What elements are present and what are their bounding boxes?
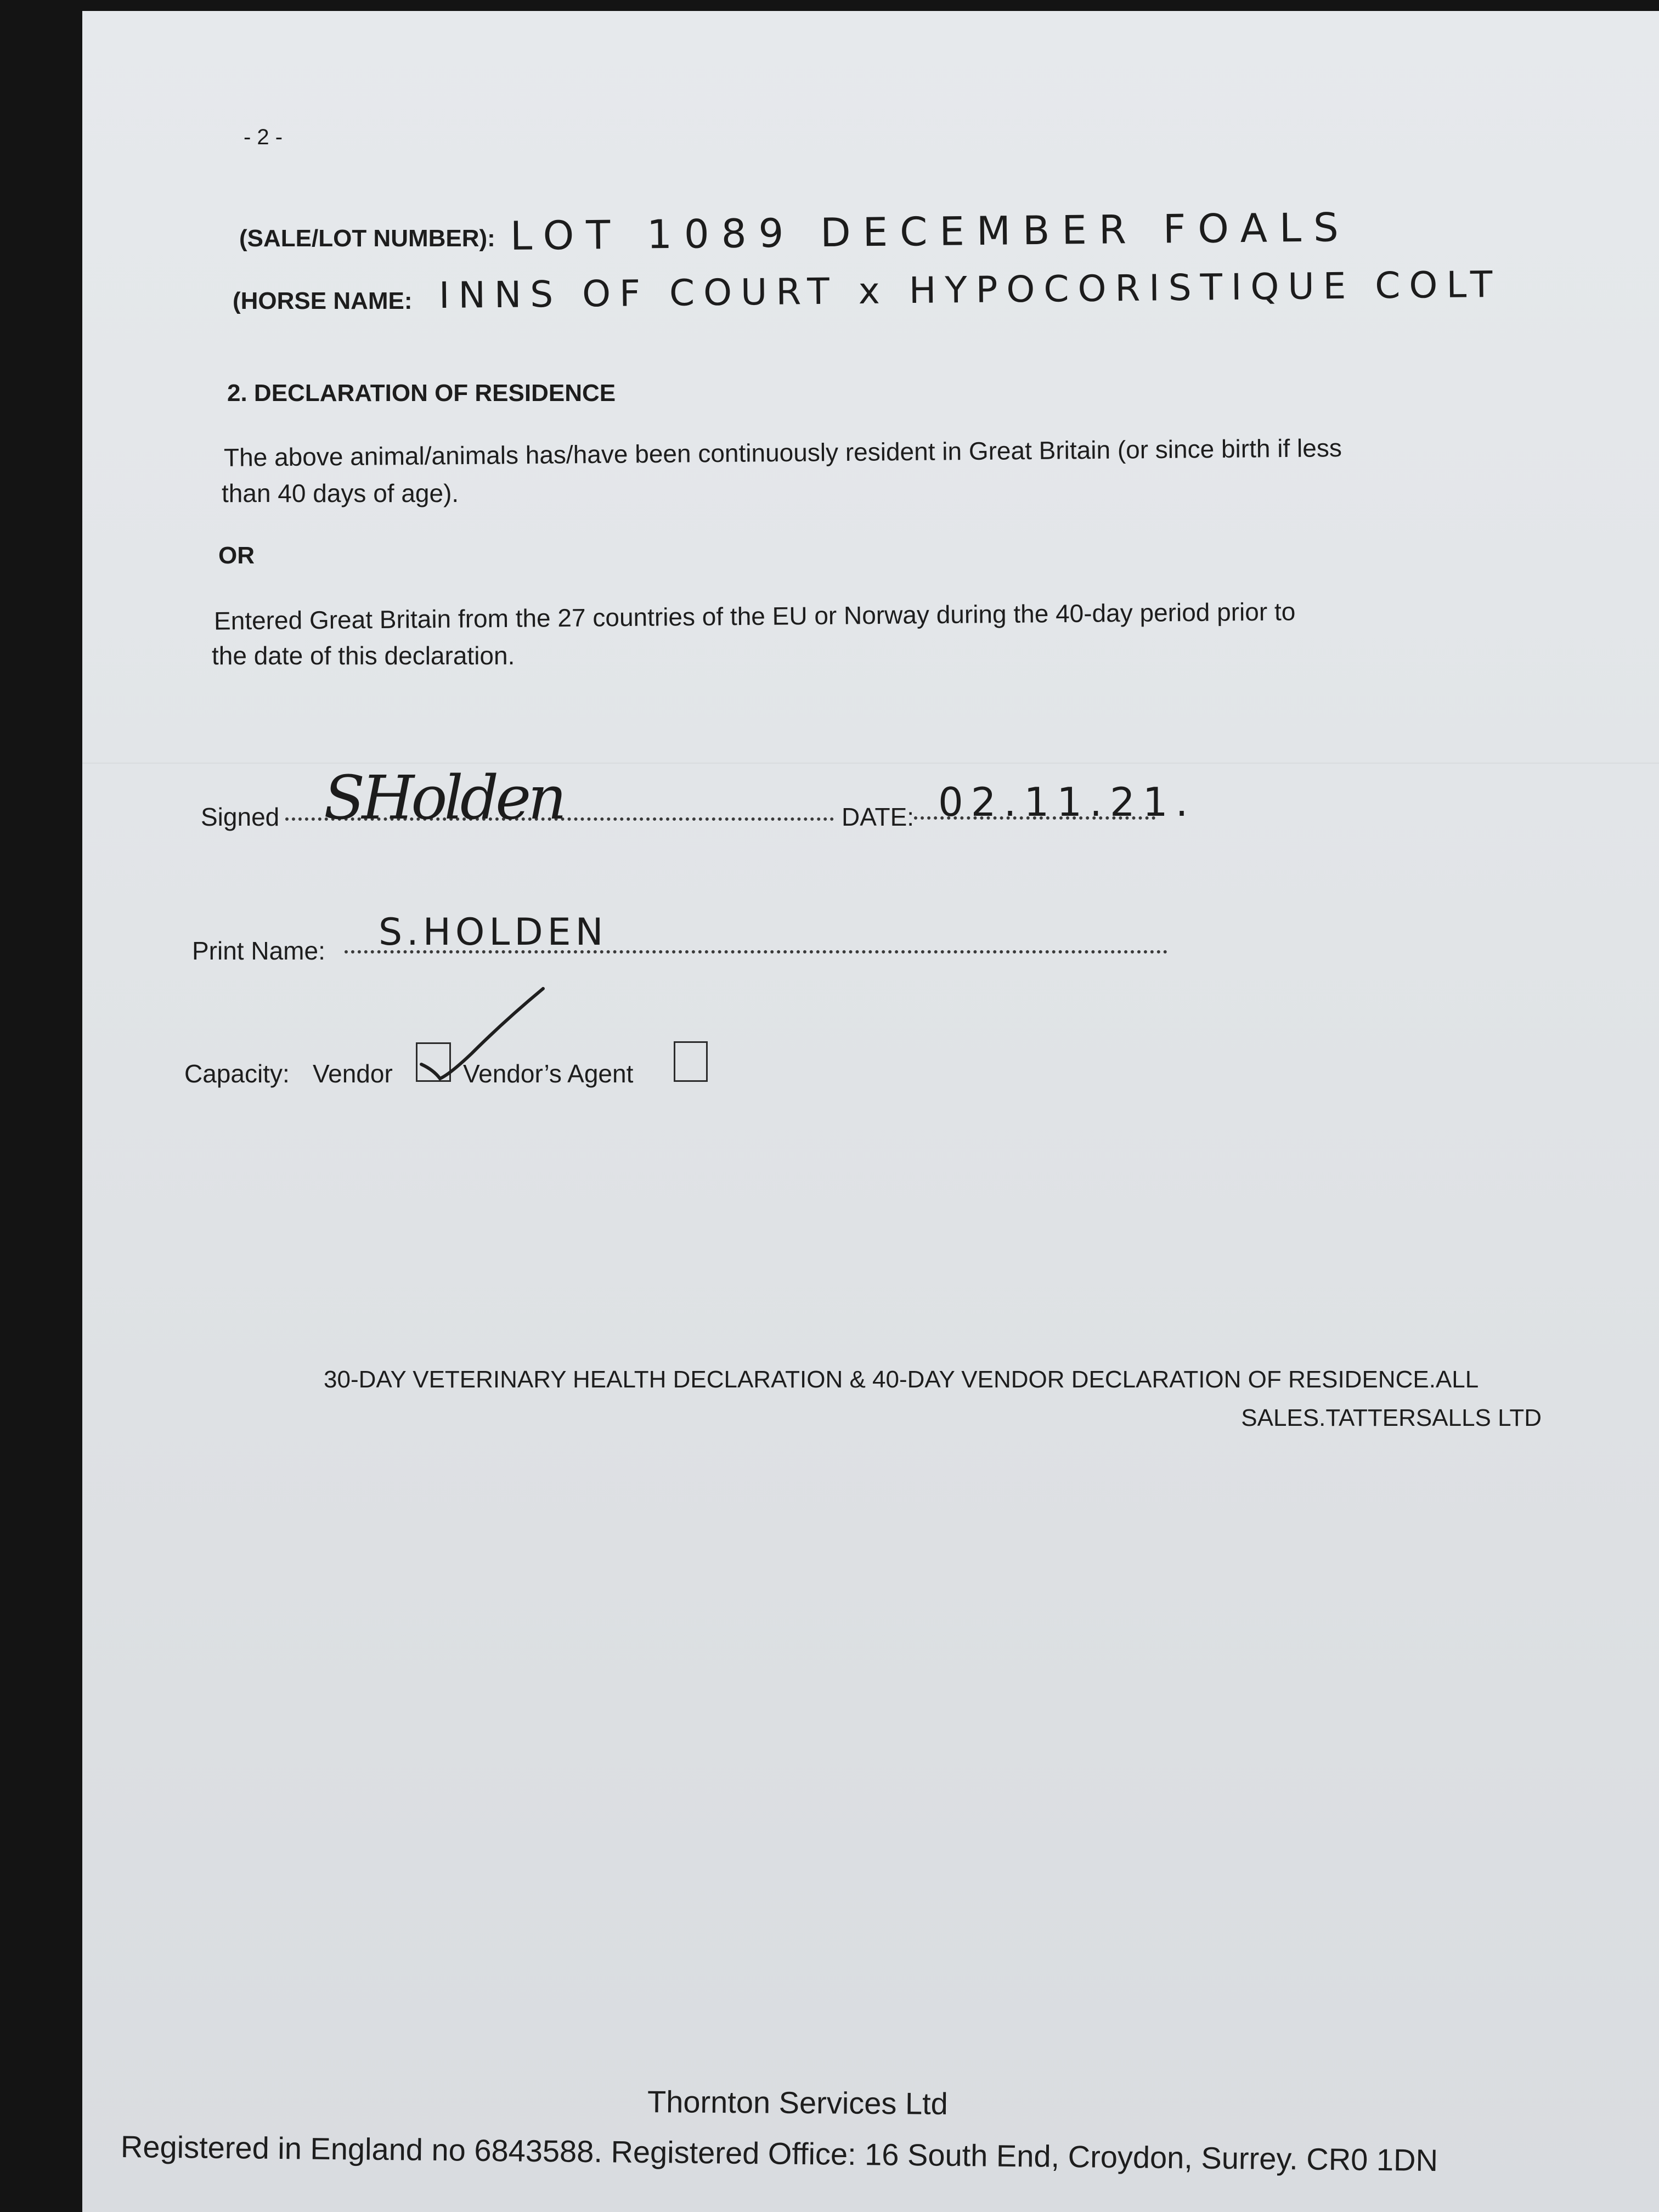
vendor-label: Vendor <box>313 1059 393 1088</box>
document-page <box>82 11 1659 2212</box>
section-heading: 2. DECLARATION OF RESIDENCE <box>227 380 616 407</box>
sale-lot-value: LOT 1089 DECEMBER FOALS <box>510 204 1351 259</box>
vendors-agent-checkbox[interactable] <box>674 1041 708 1082</box>
paragraph-2-line-2: the date of this declaration. <box>212 641 515 670</box>
capacity-label: Capacity: <box>184 1059 290 1088</box>
print-name-value: S.HOLDEN <box>379 911 608 954</box>
sale-lot-label: (SALE/LOT NUMBER): <box>239 225 495 252</box>
vendors-agent-label: Vendor’s Agent <box>463 1059 634 1088</box>
paragraph-1-line-2: than 40 days of age). <box>222 479 459 507</box>
paragraph-1-line-1: The above animal/animals has/have been continuously resident in Great Britain (or since birth if less <box>223 433 1342 472</box>
signature: SHolden <box>324 763 564 833</box>
print-name-label: Print Name: <box>192 936 325 965</box>
form-title-line-2: SALES.TATTERSALLS LTD <box>1241 1404 1542 1431</box>
signed-label: Signed <box>201 803 280 831</box>
or-label: OR <box>218 542 255 569</box>
company-name: Thornton Services Ltd <box>647 2084 949 2121</box>
horse-name-label: (HORSE NAME: <box>233 287 413 314</box>
paragraph-2-line-1: Entered Great Britain from the 27 countries of the EU or Norway during the 40-day period prior to <box>213 597 1296 635</box>
horse-name-value: INNS OF COURT x HYPOCORISTIQUE COLT <box>438 263 1502 317</box>
registration-footer: Registered in England no 6843588. Registered Office: 16 South End, Croydon, Surrey. CR0 1DN <box>120 2129 1438 2178</box>
date-value: 02.11.21. <box>938 779 1196 825</box>
date-label: DATE: <box>842 803 915 831</box>
form-title-line-1: 30-DAY VETERINARY HEALTH DECLARATION & 40-DAY VENDOR DECLARATION OF RESIDENCE.ALL <box>324 1366 1479 1393</box>
page-number: - 2 - <box>244 125 283 149</box>
